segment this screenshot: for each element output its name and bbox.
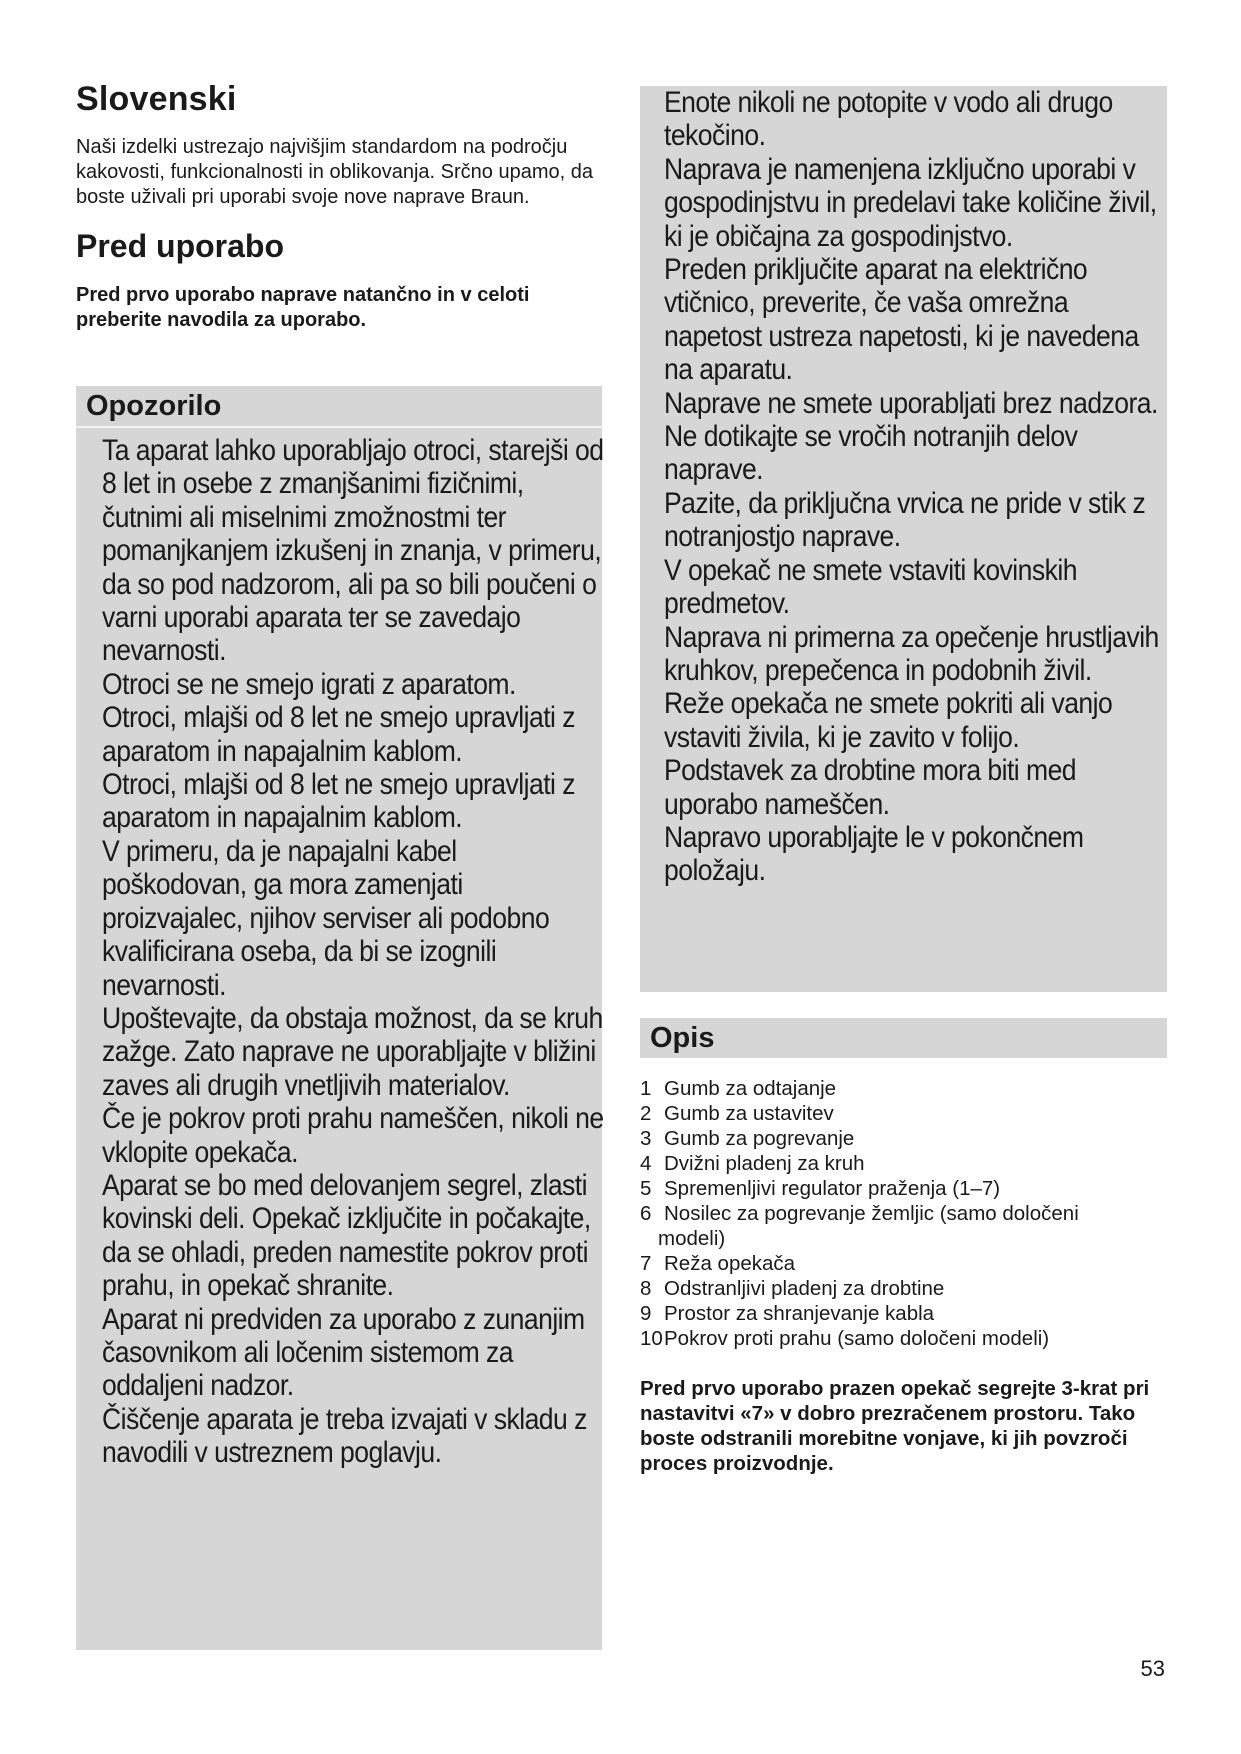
part-label: Spremenljivi regulator praženja (1–7) (664, 1177, 1001, 1200)
warning-item: Naprave ne smete uporabljati brez nadzora. (664, 386, 1158, 420)
part-number: 2 (640, 1102, 652, 1125)
description-heading: Opis (650, 1022, 715, 1054)
warning-box-continued (640, 86, 1167, 992)
warning-item: Naprava ni primerna za opečenje hrustljavih kruhkov, prepečenca in podobnih živil. (664, 620, 1159, 687)
warning-item: Čiščenje aparata je treba izvajati v skladu z navodili v ustreznem poglavju. (102, 1402, 587, 1470)
warning-item: Napravo uporabljajte le v pokončnem položaju. (664, 820, 1084, 888)
part-number: 5 (640, 1177, 652, 1200)
warning-item: Aparat se bo med delovanjem segrel, zlasti kovinski deli. Opekač izključite in počakajte, da se ohladi, preden namestite pokrov proti prahu, in opekač shranite. (102, 1168, 591, 1303)
list-item (640, 1101, 1200, 1126)
part-number: 10 (640, 1327, 663, 1350)
part-number: 7 (640, 1252, 652, 1275)
warning-item: Otroci se ne smejo igrati z aparatom. (102, 667, 516, 701)
part-label: Nosilec za pogrevanje žemljic (samo določeni (664, 1202, 1079, 1225)
part-label: Gumb za pogrevanje (664, 1127, 855, 1150)
part-label: Dvižni pladenj za kruh (664, 1152, 865, 1175)
left-column (76, 80, 606, 333)
description-box (640, 1018, 1167, 1058)
part-label: Odstranljivi pladenj za drobtine (664, 1277, 945, 1300)
warning-item: Če je pokrov proti prahu nameščen, nikoli ne vklopite opekača. (102, 1102, 604, 1169)
warning-item: Aparat ni predviden za uporabo z zunanjim časovnikom ali ločenim sistemom za oddaljeni nadzor. (102, 1302, 585, 1403)
list-item (640, 1176, 1200, 1201)
list-item (640, 1201, 1200, 1251)
warning-item: Otroci, mlajši od 8 let ne smejo upravljati z aparatom in napajalnim kablom. (102, 701, 575, 768)
warning-box (76, 386, 602, 1650)
warning-list-right (640, 86, 1167, 888)
before-use-heading: Pred uporabo (76, 228, 285, 264)
list-item (640, 1276, 1200, 1301)
warning-item: Ne dotikajte se vročih notranjih delov naprave. (664, 420, 1078, 487)
part-label: Prostor za shranjevanje kabla (664, 1302, 935, 1325)
part-number: 4 (640, 1152, 652, 1175)
parts-list (640, 1076, 1200, 1351)
list-item (640, 1251, 1200, 1276)
before-use-note: Pred prvo uporabo naprave natančno in v celoti preberite navodila za uporabo. (76, 284, 530, 331)
warning-item: Pazite, da priključna vrvica ne pride v stik z notranjostjo naprave. (664, 486, 1146, 554)
warning-heading: Opozorilo (76, 386, 602, 428)
warning-item: Podstavek za drobtine mora biti med uporabo nameščen. (664, 754, 1077, 821)
warning-item: Upoštevajte, da obstaja možnost, da se kruh zažge. Zato naprave ne uporabljajte v bližini zaves ali drugih vnetljivih materialov. (102, 1001, 603, 1102)
warning-item: Enote nikoli ne potopite v vodo ali drugo tekočino. (664, 86, 1113, 153)
list-item (640, 1126, 1200, 1151)
part-number: 8 (640, 1277, 652, 1300)
warning-item: Otroci, mlajši od 8 let ne smejo upravljati z aparatom in napajalnim kablom. (102, 768, 575, 835)
warning-item: Preden priključite aparat na električno vtičnico, preverite, če vaša omrežna napetost ustreza napetosti, ki je navedena na aparatu. (664, 253, 1139, 387)
part-label: Pokrov proti prahu (samo določeni modeli) (664, 1327, 1050, 1350)
warning-item: Ta aparat lahko uporabljajo otroci, starejši od 8 let in osebe z zmanjšanimi fizičnimi, čutnimi ali miselnimi zmožnostmi ter pomanjkanjem izkušenj in znanja, v primeru, da so pod nadzorom, ali pa so bili poučeni o varni uporabi aparata ter se zavedajo nevarnosti. (102, 434, 604, 668)
list-item (640, 1326, 1200, 1351)
list-item (640, 1076, 1200, 1101)
part-label: Gumb za odtajanje (664, 1077, 837, 1100)
first-use-note: Pred prvo uporabo prazen opekač segrejte 3-krat pri nastavitvi «7» v dobro prezračenem prostoru. Tako boste odstranili morebitne vonjave, ki jih povzroči proces proizvodnje. (640, 1377, 1150, 1475)
list-item (640, 1151, 1200, 1176)
part-label-continued: modeli) (658, 1227, 726, 1250)
part-number: 3 (640, 1127, 652, 1150)
intro-paragraph: Naši izdelki ustrezajo najvišjim standardom na področju kakovosti, funkcionalnosti in oblikovanja. Srčno upamo, da boste uživali pri uporabi svoje nove naprave Braun. (76, 136, 593, 208)
part-number: 9 (640, 1302, 652, 1325)
warning-list-left (76, 434, 602, 1470)
warning-item: Naprava je namenjena izključno uporabi v gospodinjstvu in predelavi take količine živil, ki je običajna za gospodinjstvo. (664, 152, 1157, 253)
page-title: Slovenski (76, 80, 237, 118)
part-label: Reža opekača (664, 1252, 796, 1275)
part-number: 6 (640, 1202, 652, 1225)
part-number: 1 (640, 1077, 652, 1100)
list-item (640, 1301, 1200, 1326)
part-label: Gumb za ustavitev (664, 1102, 834, 1125)
page-number: 53 (1140, 1656, 1165, 1681)
warning-item: V primeru, da je napajalni kabel poškodovan, ga mora zamenjati proizvajalec, njihov serviser ali podobno kvalificirana oseba, da bi se izognili nevarnosti. (102, 834, 550, 1002)
warning-item: V opekač ne smete vstaviti kovinskih predmetov. (664, 553, 1077, 621)
warning-item: Reže opekača ne smete pokriti ali vanjo vstaviti živila, ki je zavito v folijo. (664, 687, 1113, 754)
